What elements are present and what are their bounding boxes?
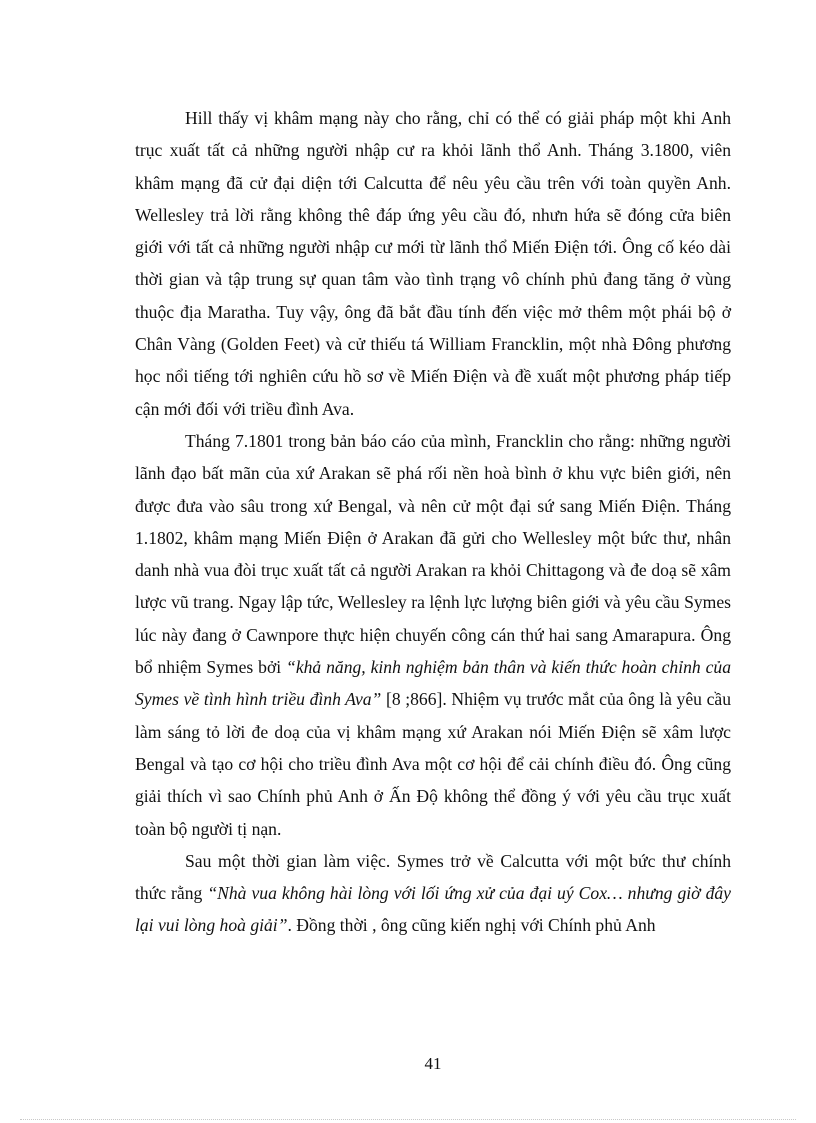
paragraph-3-text-part-2: . Đồng thời , ông cũng kiến nghị với Chính phủ Anh xyxy=(287,915,656,936)
paragraph-3 xyxy=(135,845,731,942)
body-text xyxy=(135,102,731,942)
paragraph-3-text-part-1: Sau một thời gian làm việc. Symes trở về Calcutta với một bức thư chính thức rằng xyxy=(135,850,731,904)
paragraph-3-quote: “Nhà vua không hài lòng với lối ứng xử của đại uý Cox… nhưng giờ đây lại vui lòng hoà giải” xyxy=(135,883,731,936)
paragraph-2 xyxy=(135,425,731,845)
paragraph-2-text-part-2: [8 ;866]. Nhiệm vụ trước mắt của ông là yêu cầu làm sáng tỏ lời đe doạ của vị khâm mạng xứ Arakan nói Miến Điện sẽ xâm lược Bengal và tạo cơ hội cho triều đình Ava một cơ hội để cải chính điều đó. Ông cũng giải thích vì sao Chính phủ Anh ở Ấn Độ không thể đồng ý với yêu cầu trục xuất toàn bộ người tị nạn. xyxy=(135,689,731,839)
page-bottom-divider xyxy=(20,1119,796,1120)
paragraph-1 xyxy=(135,102,731,425)
paragraph-2-quote: “khả năng, kinh nghiệm bản thân và kiến thức hoàn chỉnh của Symes về tình hình triều đình Ava” xyxy=(135,657,731,710)
paragraph-2-text-part-1: Tháng 7.1801 trong bản báo cáo của mình, Francklin cho rằng: những người lãnh đạo bất mãn của xứ Arakan sẽ phá rối nền hoà bình ở khu vực biên giới, nên được đưa vào sâu trong xứ Bengal, và nên cử một đại sứ sang Miến Điện. Tháng 1.1802, khâm mạng Miến Điện ở Arakan đã gửi cho Wellesley một bức thư, nhân danh nhà vua đòi trục xuất tất cả người Arakan ra khỏi Chittagong và đe doạ sẽ xâm lược vũ trang. Ngay lập tức, Wellesley ra lệnh lực lượng biên giới và yêu cầu Symes lúc này đang ở Cawnpore thực hiện chuyến công cán thứ hai sang Amarapura. Ông bổ nhiệm Symes bởi xyxy=(135,430,731,678)
paragraph-1-text: Hill thấy vị khâm mạng này cho rằng, chỉ có thể có giải pháp một khi Anh trục xuất tất cả những người nhập cư ra khỏi lãnh thổ Anh. Tháng 3.1800, viên khâm mạng đã cử đại diện tới Calcutta để nêu yêu cầu trên với toàn quyền Anh. Wellesley trả lời rằng không thê đáp ứng yêu cầu đó, nhưn hứa sẽ đóng cửa biên giới với tất cả những người nhập cư mới từ lãnh thổ Miến Điện tới. Ông cố kéo dài thời gian và tập trung sự quan tâm vào tình trạng vô chính phủ đang tăng ở vùng thuộc địa Maratha. Tuy vậy, ông đã bắt đầu tính đến việc mở thêm một phái bộ ở Chân Vàng (Golden Feet) và cử thiếu tá William Francklin, một nhà Đông phương học nổi tiếng tới nghiên cứu hồ sơ về Miến Điện và đề xuất một phương pháp tiếp cận mới đối với triều đình Ava. xyxy=(135,108,731,419)
page-number: 41 xyxy=(424,1054,442,1073)
